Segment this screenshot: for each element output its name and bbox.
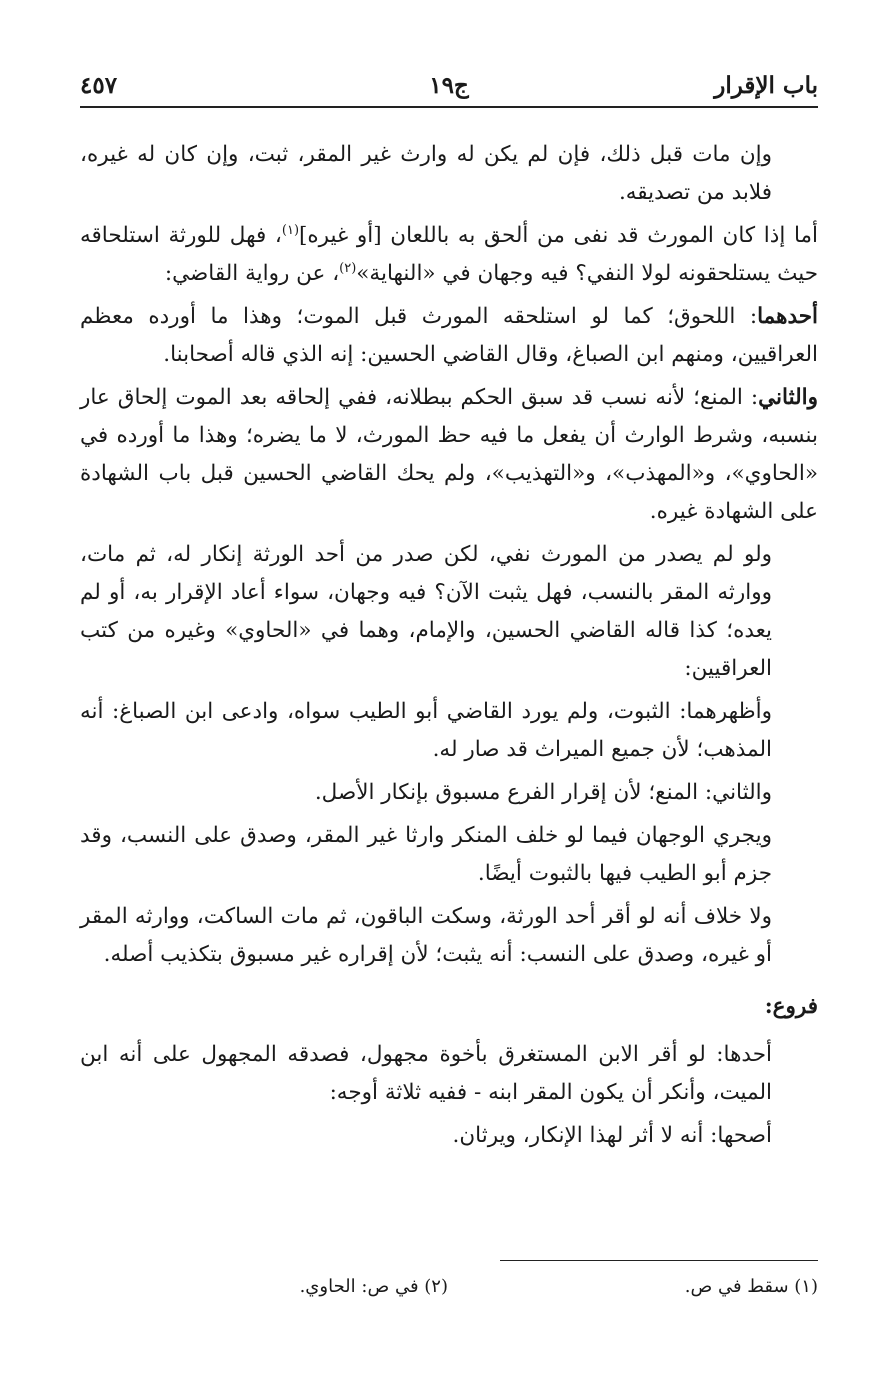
footnote-ref: (٢) — [339, 260, 357, 276]
footnote-ref: (١) — [281, 222, 300, 238]
paragraph — [80, 298, 818, 374]
paragraph-lead: أحدهما — [757, 304, 818, 329]
paragraph — [80, 536, 818, 688]
paragraph — [80, 693, 818, 769]
paragraph-text: أحدها: لو أقر الابن المستغرق بأخوة مجهول، فصدقه المجهول على أنه ابن الميت، وأنكر أن يكون المقر ابنه - ففيه ثلاثة أوجه: — [80, 1042, 772, 1105]
paragraph-text: ، فهل للورثة استلحاقه حيث يستلحقونه لولا النفي؟ فيه وجهان في «النهاية» — [80, 223, 818, 286]
paragraph-text: ولو لم يصدر من المورث نفي، لكن صدر من أحد الورثة إنكار له، ثم مات، ووارثه المقر بالنسب، فهل يثبت الآن؟ فيه وجهان، سواء أعاد الإقرار به، أو لم يعده؛ كذا قاله القاضي الحسين، والإمام، وهما في «الحاوي» وغيره من كتب العراقيين: — [80, 542, 772, 681]
paragraph-lead: والثاني — [758, 385, 818, 410]
paragraph — [80, 136, 818, 212]
paragraph — [80, 1036, 818, 1112]
paragraph — [80, 379, 818, 531]
paragraph — [80, 774, 818, 812]
paragraph-text: وإن مات قبل ذلك، فإن لم يكن له وارث غير المقر، ثبت، وإن كان له غيره، فلابد من تصديقه. — [80, 142, 772, 205]
paragraph — [80, 817, 818, 893]
paragraph-text: ويجري الوجهان فيما لو خلف المنكر وارثا غير المقر، وصدق على النسب، وقد جزم أبو الطيب فيها بالثبوت أيضًا. — [80, 823, 772, 886]
running-header — [80, 66, 818, 108]
footnote-separator — [500, 1260, 818, 1261]
footnote-2: (٢) في ص: الحاوي. — [299, 1276, 448, 1297]
main-text — [80, 136, 818, 1160]
footnote-1: (١) سقط في ص. — [684, 1276, 818, 1297]
paragraph-text: : اللحوق؛ كما لو استلحقه المورث قبل الموت؛ وهذا ما أورده معظم العراقيين، ومنهم ابن الصباغ، وقال القاضي الحسين: إنه الذي قاله أصحابنا. — [80, 304, 818, 367]
volume-label: ج١٩ — [429, 72, 469, 99]
footnotes — [258, 1270, 818, 1306]
paragraph — [80, 898, 818, 974]
paragraph-text: : المنع؛ لأنه نسب قد سبق الحكم ببطلانه، ففي إلحاقه بعد الموت إلحاق عار بنسبه، وشرط الوارث أن يفعل ما فيه حظ المورث، لا ما يضره؛ وهذا ما أورده في «الحاوي»، و«المهذب»، و«التهذيب»، ولم يحك القاضي الحسين قبل باب الشهادة على الشهادة غيره. — [80, 385, 818, 524]
page-number: ٤٥٧ — [80, 72, 118, 99]
paragraph-text: ولا خلاف أنه لو أقر أحد الورثة، وسكت الباقون، ثم مات الساكت، ووارثه المقر أو غيره، وصدق على النسب: أنه يثبت؛ لأن إقراره غير مسبوق بتكذيب أصله. — [80, 904, 772, 967]
paragraph-text: ، عن رواية القاضي: — [164, 261, 340, 286]
section-heading: فروع: — [764, 994, 818, 1019]
paragraph — [80, 217, 818, 293]
paragraph — [80, 1117, 818, 1155]
paragraph-text: والثاني: المنع؛ لأن إقرار الفرع مسبوق بإنكار الأصل. — [314, 780, 772, 805]
paragraph-text: أما إذا كان المورث قد نفى من ألحق به باللعان [أو غيره] — [299, 223, 818, 248]
paragraph-text: وأظهرهما: الثبوت، ولم يورد القاضي أبو الطيب سواه، وادعى ابن الصباغ: أنه المذهب؛ لأن جميع الميراث قد صار له. — [80, 699, 772, 762]
chapter-title: باب الإقرار — [714, 72, 818, 99]
paragraph-text: أصحها: أنه لا أثر لهذا الإنكار، ويرثان. — [452, 1123, 772, 1148]
